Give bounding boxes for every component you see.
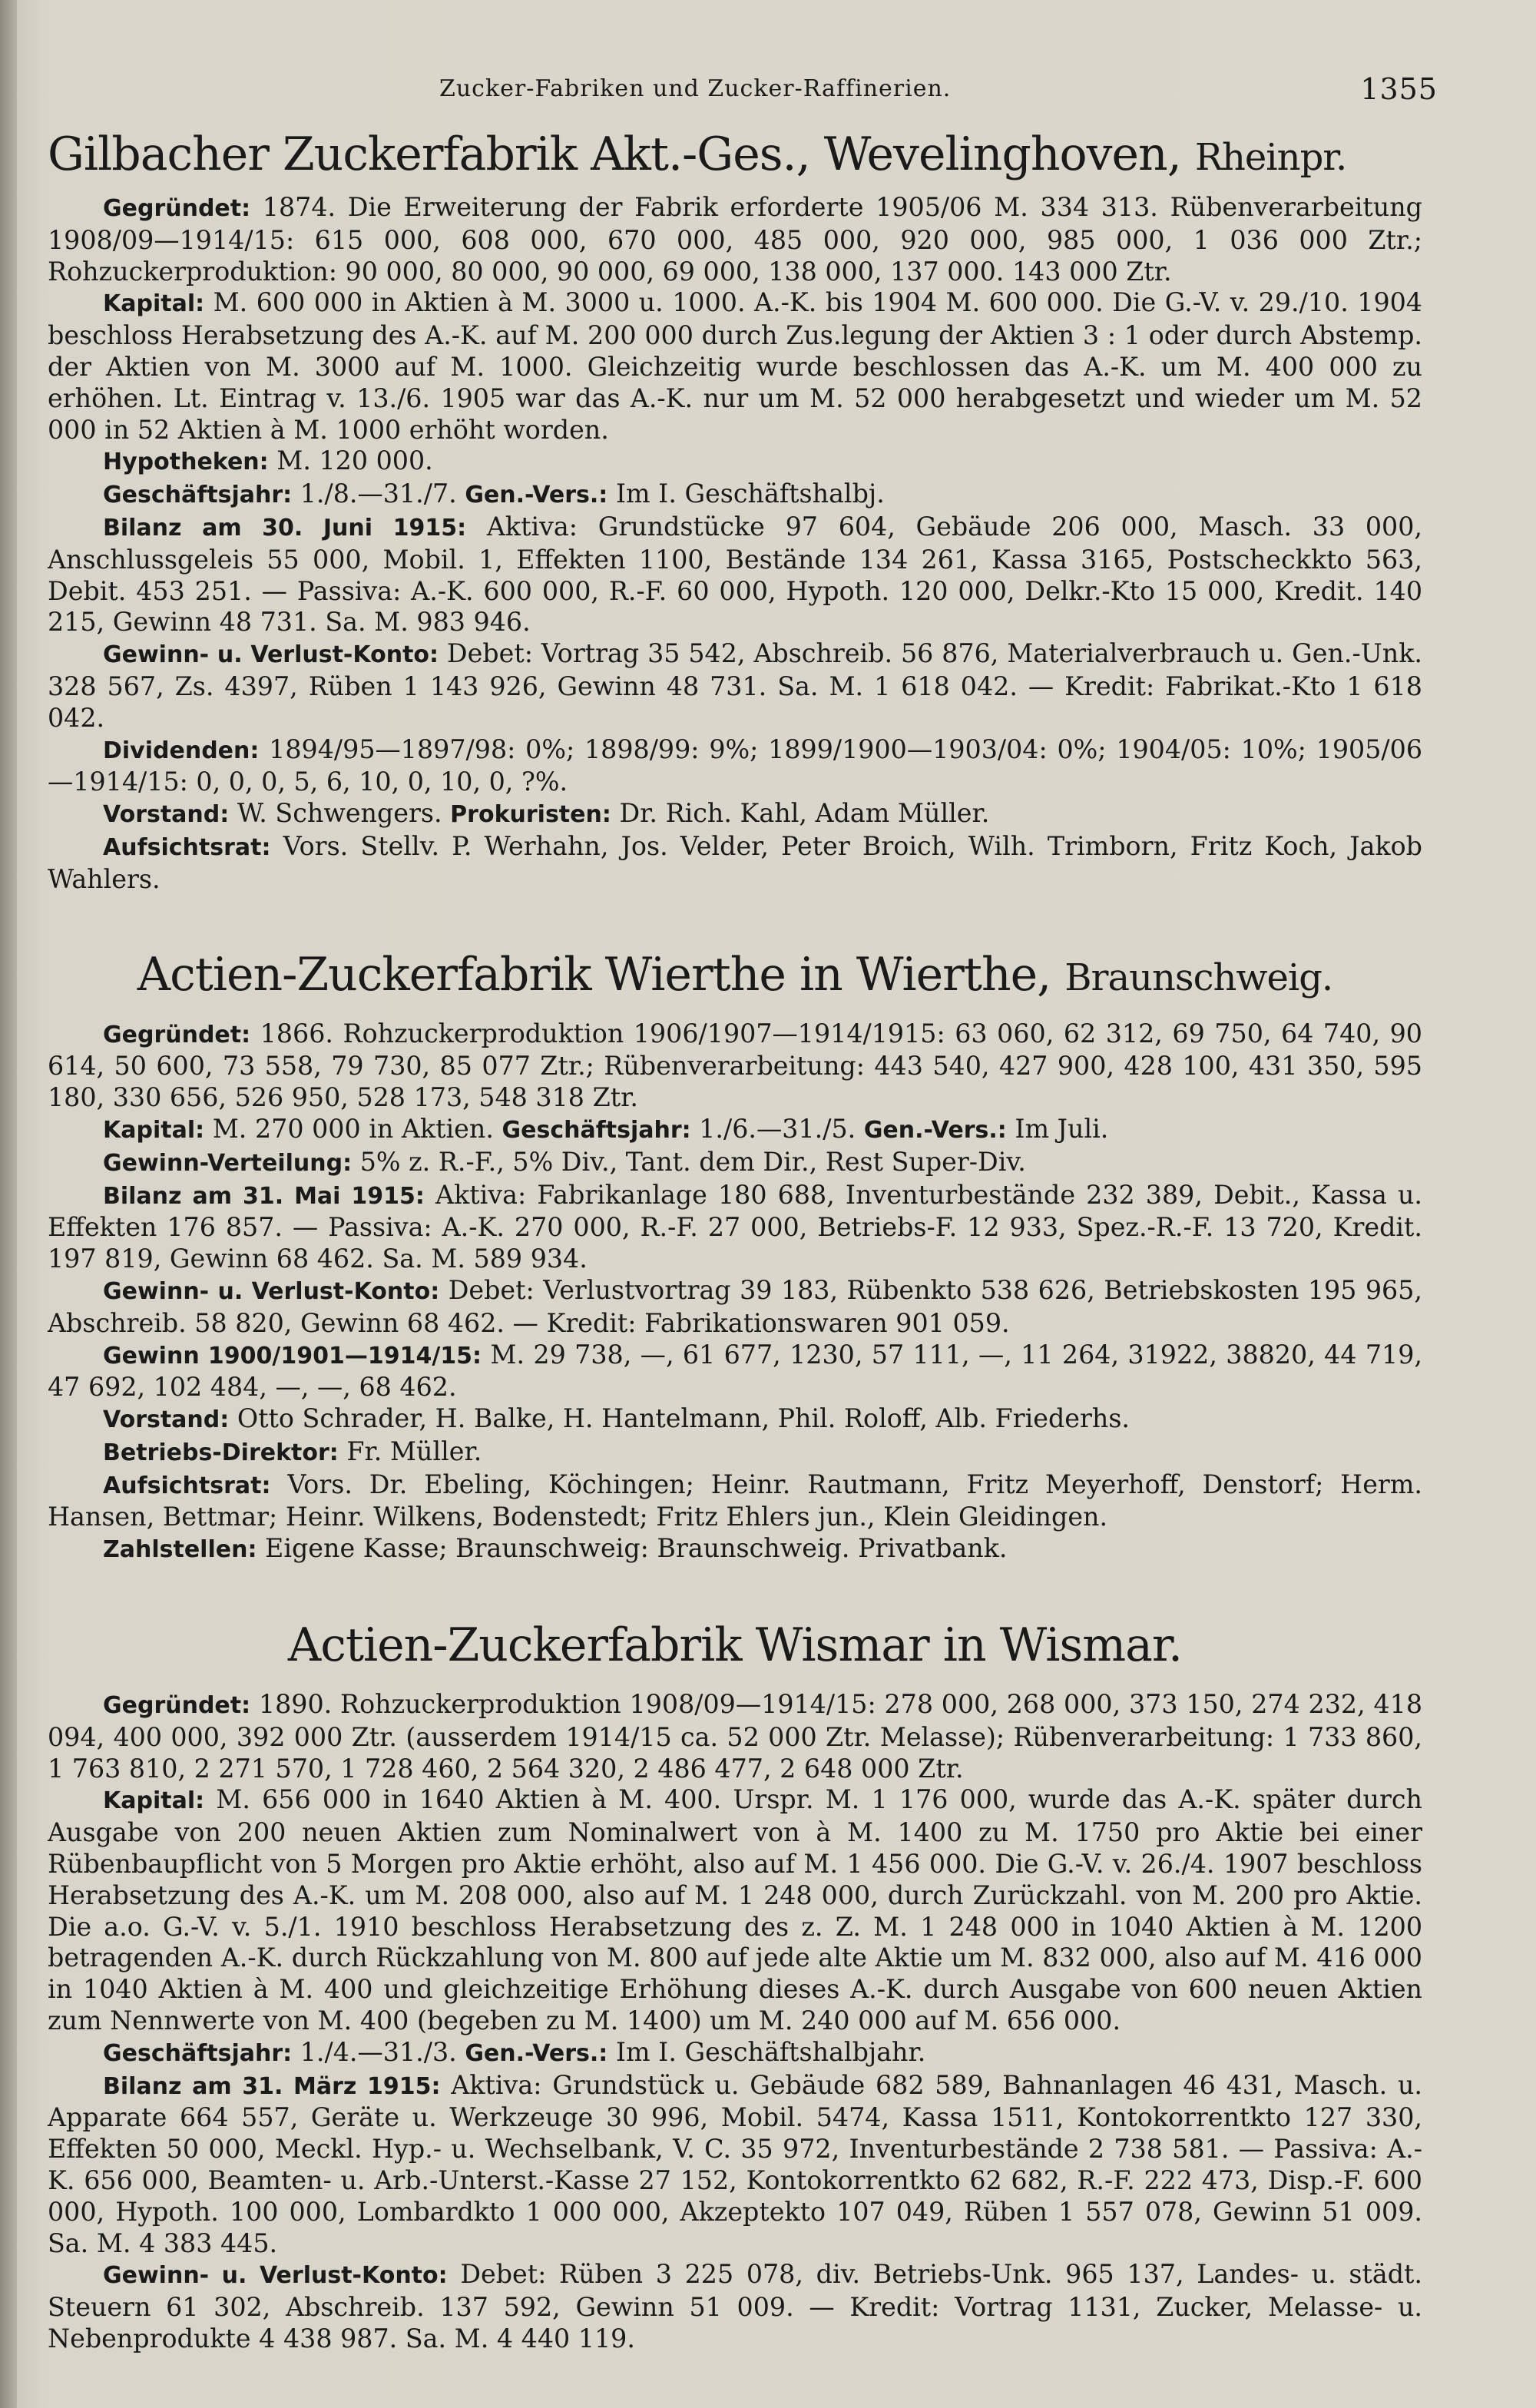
- entry-text: 1./8.—31./7.: [292, 479, 465, 509]
- entry-label-tertiary: Gen.-Vers.:: [863, 1116, 1007, 1144]
- entry-label: Bilanz am 31. März 1915:: [103, 2072, 441, 2100]
- entry-label-secondary: Gen.-Vers.:: [465, 2039, 608, 2067]
- entry-label: Gegründet:: [103, 1692, 251, 1720]
- entry-label: Geschäftsjahr:: [103, 2039, 293, 2067]
- entry-text: M. 120 000.: [268, 445, 433, 476]
- company-name: Actien-Zuckerfabrik Wierthe in Wierthe,: [137, 947, 1051, 1002]
- company-entry-wierthe: [48, 948, 1422, 1567]
- entry-text: M. 600 000 in Aktien à M. 3000 u. 1000. A.-K. bis 1904 M. 600 000. Die G.-V. v. 29./10. 1904 beschloss Herabsetzung des A.-K. auf M. 200 000 durch Zus.legung der Aktien 3 : 1 oder durch Abstemp. der Aktien von M. 3000 auf M. 1000. Gleichzeitig wurde beschlossen das A.-K. um M. 400 000 zu erhöhen. Lt. Eintrag v. 13./6. 1905 war das A.-K. nur um M. 52 000 herabgesetzt und wieder um M. 52 000 in 52 Aktien à M. 1000 erhöht worden.: [48, 287, 1422, 445]
- entry-profit-loss: [48, 2259, 1422, 2354]
- company-name: Gilbacher Zuckerfabrik Akt.-Ges., Wevelinghoven,: [48, 128, 1181, 181]
- entry-label: Gewinn- u. Verlust-Konto:: [103, 641, 439, 669]
- entry-board: [48, 1403, 1422, 1436]
- entry-label: Kapital:: [103, 1116, 205, 1144]
- entry-text: 1./4.—31./3.: [292, 2036, 465, 2067]
- entry-text: Debet: Vortrag 35 542, Abschreib. 56 876, Materialverbrauch u. Gen.-Unk. 328 567, Zs. 4397, Rüben 1 143 926, Gewinn 48 731. Sa. M. 1 618 042. — Kredit: Fabrikat.-Kto 1 618 042.: [48, 638, 1422, 733]
- entry-capital: [48, 1784, 1422, 2036]
- entry-paying-agents: [48, 1533, 1422, 1566]
- entry-text: Debet: Verlustvortrag 39 183, Rübenkto 538 626, Betriebskosten 195 965, Abschreib. 58 820, Gewinn 68 462. — Kredit: Fabrikationswaren 901 059.: [48, 1274, 1422, 1338]
- entry-label-secondary: Geschäftsjahr:: [502, 1116, 691, 1144]
- entry-label: Zahlstellen:: [103, 1536, 257, 1564]
- company-name: Actien-Zuckerfabrik Wismar in Wismar.: [287, 1618, 1183, 1673]
- entry-balance-sheet: [48, 2070, 1422, 2260]
- entry-text: Vors. Stellv. P. Werhahn, Jos. Velder, Peter Broich, Wilh. Trimborn, Fritz Koch, Jakob Wahlers.: [48, 830, 1422, 894]
- entry-text: 1874. Die Erweiterung der Fabrik erforderte 1905/06 M. 334 313. Rübenverarbeitung 1908/09—1914/15: 615 000, 608 000, 670 000, 485 000, 920 000, 985 000, 1 036 000 Ztr.; Rohzuckerproduktion: 90 000, 80 000, 90 000, 69 000, 138 000, 137 000. 143 000 Ztr.: [48, 192, 1422, 287]
- page-content: [48, 55, 1438, 2355]
- entry-text: 1890. Rohzuckerproduktion 1908/09—1914/15: 278 000, 268 000, 373 150, 274 232, 418 094, 400 000, 392 000 Ztr. (ausserdem 1914/15 ca. 52 000 Ztr. Melasse); Rübenverarbeitung: 1 733 860, 1 763 810, 2 271 570, 1 728 460, 2 564 320, 2 486 477, 2 648 000 Ztr.: [48, 1689, 1422, 1784]
- entry-text: 5% z. R.-F., 5% Div., Tant. dem Dir., Rest Super-Div.: [352, 1146, 1026, 1177]
- entry-text: Otto Schrader, H. Balke, H. Hantelmann, Phil. Roloff, Alb. Friederhs.: [229, 1403, 1130, 1434]
- entry-text: Aktiva: Grundstücke 97 604, Gebäude 206 000, Masch. 33 000, Anschlussgeleis 55 000, Mobil. 1, Effekten 1100, Bestände 134 261, Kassa 3165, Postscheckkto 563, Debit. 453 251. — Passiva: A.-K. 600 000, R.-F. 60 000, Hypoth. 120 000, Delkr.-Kto 15 000, Kredit. 140 215, Gewinn 48 731. Sa. M. 983 946.: [48, 511, 1423, 638]
- entry-text-secondary: 1./6.—31./5.: [690, 1113, 864, 1144]
- entry-profit-distribution: [48, 1147, 1422, 1180]
- entry-text: Vors. Dr. Ebeling, Köchingen; Heinr. Rautmann, Fritz Meyerhoff, Denstorf; Herm. Hansen, Bettmar; Heinr. Wilkens, Bodenstedt; Fritz Ehlers jun., Klein Gleidingen.: [48, 1469, 1422, 1532]
- company-heading: [48, 1618, 1422, 1672]
- entry-text-tertiary: Im Juli.: [1006, 1113, 1109, 1144]
- entry-text-secondary: Im I. Geschäftshalbj.: [607, 479, 885, 509]
- entry-label: Gewinn 1900/1901—1914/15:: [103, 1342, 482, 1370]
- entry-label: Dividenden:: [103, 737, 260, 764]
- entry-label: Gewinn- u. Verlust-Konto:: [103, 2262, 448, 2290]
- company-entry-gilbacher: [48, 128, 1422, 896]
- entry-text: W. Schwengers.: [229, 798, 451, 829]
- entry-label: Vorstand:: [103, 1406, 230, 1434]
- entry-fiscal-year: [48, 479, 1422, 512]
- entry-board: [48, 798, 1422, 831]
- running-title: Zucker-Fabriken und Zucker-Raffinerien.: [439, 75, 952, 102]
- entry-text: Aktiva: Fabrikanlage 180 688, Inventurbestände 232 389, Debit., Kassa u. Effekten 176 857. — Passiva: A.-K. 270 000, R.-F. 27 000, Betriebs-F. 12 933, Spez.-R.-F. 13 720, Kredit. 197 819, Gewinn 68 462. Sa. M. 589 934.: [48, 1179, 1422, 1274]
- entry-balance-sheet: [48, 512, 1422, 638]
- entry-label: Gegründet:: [103, 1021, 251, 1048]
- entry-supervisory-board: [48, 1469, 1422, 1534]
- entry-text: Aktiva: Grundstück u. Gebäude 682 589, Bahnanlagen 46 431, Masch. u. Apparate 664 557, Geräte u. Werkzeuge 30 996, Mobil. 5474, Kassa 1511, Kontokorrentkto 127 330, Effekten 50 000, Meckl. Hyp.- u. Wechselbank, V. C. 35 972, Inventurbestände 2 738 581. — Passiva: A.-K. 656 000, Beamten- u. Arb.-Unterst.-Kasse 27 152, Kontokorrentkto 62 682, R.-F. 222 473, Disp.-F. 600 000, Hypoth. 100 000, Lombardkto 1 000 000, Akzeptekto 107 049, Rüben 1 557 078, Gewinn 51 009. Sa. M. 4 383 445.: [48, 2069, 1422, 2258]
- page-number: 1355: [1360, 72, 1438, 106]
- entry-profit-loss: [48, 638, 1422, 734]
- entry-supervisory-board: [48, 831, 1422, 896]
- entry-label: Betriebs-Direktor:: [103, 1439, 339, 1466]
- company-region: Rheinpr.: [1194, 136, 1347, 179]
- entry-text: M. 270 000 in Aktien.: [204, 1113, 502, 1144]
- company-heading: [48, 128, 1422, 181]
- entry-fiscal-year: [48, 2037, 1422, 2070]
- entry-founded: [48, 192, 1422, 287]
- entry-operations-director: [48, 1436, 1422, 1469]
- entry-profit-history: [48, 1340, 1422, 1404]
- entry-text: Debet: Rüben 3 225 078, div. Betriebs-Unk. 965 137, Landes- u. städt. Steuern 61 302, Abschreib. 137 592, Gewinn 51 009. — Kredit: Vortrag 1131, Zucker, Melasse- u. Nebenprodukte 4 438 987. Sa. M. 4 440 119.: [48, 2259, 1423, 2354]
- entry-balance-sheet: [48, 1180, 1422, 1275]
- entry-label: Gewinn-Verteilung:: [103, 1149, 353, 1177]
- entry-label: Gegründet:: [103, 195, 251, 222]
- entry-label: Bilanz am 30. Juni 1915:: [103, 514, 467, 542]
- entry-label: Vorstand:: [103, 801, 230, 829]
- entry-label: Aufsichtsrat:: [103, 833, 271, 861]
- entry-founded: [48, 1019, 1422, 1114]
- entry-text: 1866. Rohzuckerproduktion 1906/1907—1914/1915: 63 060, 62 312, 69 750, 64 740, 90 614, 50 600, 73 558, 79 730, 85 077 Ztr.; Rübenverarbeitung: 443 540, 427 900, 428 100, 431 350, 595 180, 330 656, 526 950, 528 173, 548 318 Ztr.: [48, 1018, 1422, 1113]
- entry-label: Geschäftsjahr:: [103, 482, 293, 509]
- entry-label-secondary: Prokuristen:: [450, 801, 611, 829]
- page-spine-shadow: [0, 0, 17, 2408]
- running-head: [48, 55, 1438, 106]
- entry-label: Kapital:: [103, 1787, 205, 1815]
- entry-text-secondary: Dr. Rich. Kahl, Adam Müller.: [611, 798, 990, 829]
- entry-founded: [48, 1689, 1422, 1784]
- entry-text: Eigene Kasse; Braunschweig: Braunschweig. Privatbank.: [257, 1533, 1008, 1564]
- entry-label: Kapital:: [103, 290, 205, 318]
- entry-capital: [48, 287, 1422, 445]
- entry-label: Aufsichtsrat:: [103, 1472, 271, 1499]
- entry-profit-loss: [48, 1275, 1422, 1340]
- company-entry-wismar: [48, 1618, 1422, 2355]
- entry-mortgages: [48, 445, 1422, 479]
- entry-label-secondary: Gen.-Vers.:: [465, 482, 608, 509]
- company-heading: [48, 948, 1422, 1002]
- entry-capital: [48, 1114, 1422, 1147]
- entry-text: M. 656 000 in 1640 Aktien à M. 400. Urspr. M. 1 176 000, wurde das A.-K. später durch Ausgabe von 200 neuen Aktien zum Nominalwert von à M. 1400 zu M. 1750 pro Aktie bei einer Rübenbaupflicht von 5 Morgen pro Aktie erhöht, also auf M. 1 456 000. Die G.-V. v. 26./4. 1907 beschloss Herabsetzung des A.-K. um M. 208 000, also auf M. 1 248 000, durch Zurückzahl. von M. 200 pro Aktie. Die a.o. G.-V. v. 5./1. 1910 beschloss Herabsetzung des z. Z. M. 1 248 000 in 1040 Aktien à M. 1200 betragenden A.-K. durch Rückzahlung von M. 800 auf jede alte Aktie um M. 832 000, also auf M. 416 000 in 1040 Aktien à M. 400 und gleichzeitige Erhöhung dieses A.-K. durch Ausgabe von 600 neuen Aktien zum Nennwerte von M. 400 (begeben zu M. 1400) um M. 240 000 auf M. 656 000.: [48, 1784, 1422, 2036]
- entry-text: M. 29 738, —, 61 677, 1230, 57 111, —, 11 264, 31922, 38820, 44 719, 47 692, 102 484, —, —, 68 462.: [48, 1339, 1422, 1403]
- entry-text-secondary: Im I. Geschäftshalbjahr.: [607, 2036, 926, 2067]
- entry-text: 1894/95—1897/98: 0%; 1898/99: 9%; 1899/1900—1903/04: 0%; 1904/05: 10%; 1905/06—1914/15: 0, 0, 0, 5, 6, 10, 0, 10, 0, ?%.: [48, 734, 1422, 797]
- company-region: Braunschweig.: [1064, 956, 1333, 999]
- entry-label: Hypotheken:: [103, 449, 269, 476]
- entry-dividends: [48, 734, 1422, 799]
- entry-label: Bilanz am 31. Mai 1915:: [103, 1182, 425, 1210]
- entry-label: Gewinn- u. Verlust-Konto:: [103, 1277, 440, 1305]
- entry-text: Fr. Müller.: [338, 1436, 482, 1466]
